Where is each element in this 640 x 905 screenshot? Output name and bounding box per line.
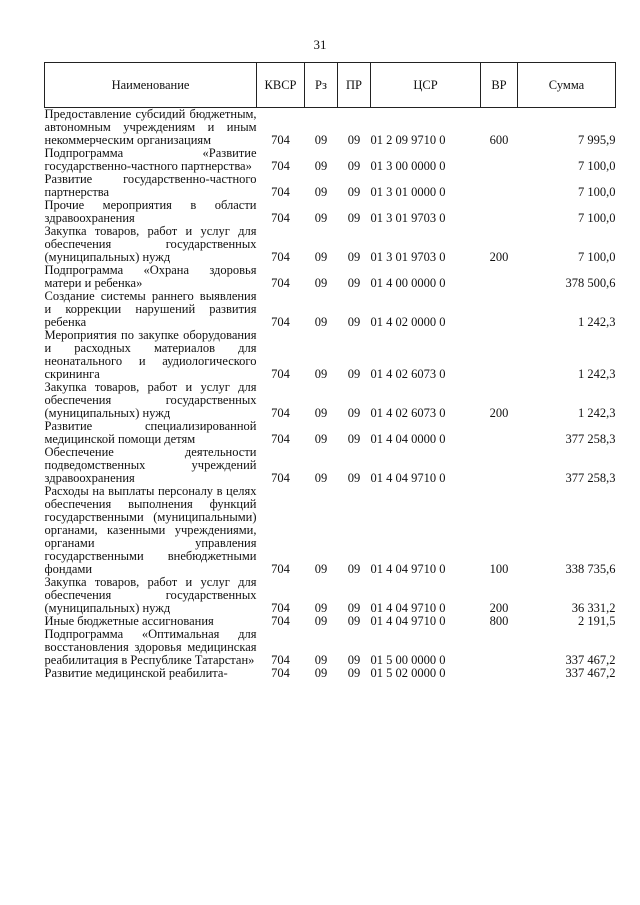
cell-name: Закупка товаров, работ и услуг для обеспечения государственных (муниципальных) нужд [44, 575, 257, 615]
table-row [45, 667, 616, 680]
cell-rz: 09 [314, 471, 328, 485]
cell-csr: 01 4 02 6073 0 [370, 406, 446, 420]
cell-rz: 09 [314, 562, 328, 576]
cell-vr [481, 264, 518, 290]
cell-name: Подпрограмма «Охрана здоровья матери и ребенка» [44, 263, 257, 290]
cell-pr: 09 [347, 601, 361, 615]
table-row [45, 147, 616, 173]
column-header-name: Наименование [45, 63, 257, 108]
cell-rz: 09 [314, 133, 328, 147]
cell-kvsr: 704 [271, 601, 290, 615]
cell-csr: 01 5 02 0000 0 [370, 666, 446, 680]
budget-table [44, 62, 616, 680]
cell-pr: 09 [347, 185, 361, 199]
cell-sum: 338 735,6 [565, 562, 616, 576]
cell-sum: 7 100,0 [578, 211, 616, 225]
cell-csr: 01 4 00 0000 0 [370, 276, 446, 290]
cell-kvsr: 704 [271, 185, 290, 199]
cell-sum: 337 467,2 [565, 666, 616, 680]
cell-vr [481, 147, 518, 173]
cell-pr: 09 [347, 653, 361, 667]
cell-name: Закупка товаров, работ и услуг для обеспечения государственных (муниципальных) нужд [44, 224, 257, 264]
cell-csr: 01 3 00 0000 0 [370, 159, 446, 173]
cell-vr: 800 [489, 614, 509, 628]
cell-name: Расходы на выплаты персоналу в целях обеспечения выполнения функций государственными (муниципальными) органами, казенными учреждениями, органами управления государственными внебюджетными фондами [44, 484, 257, 576]
cell-kvsr: 704 [271, 614, 290, 628]
cell-rz: 09 [314, 315, 328, 329]
cell-kvsr: 704 [271, 133, 290, 147]
cell-sum: 7 100,0 [578, 159, 616, 173]
cell-csr: 01 4 02 6073 0 [370, 367, 446, 381]
cell-csr: 01 3 01 9703 0 [370, 250, 446, 264]
cell-name: Развитие медицинской реабилита- [44, 666, 228, 680]
cell-pr: 09 [347, 250, 361, 264]
cell-pr: 09 [347, 432, 361, 446]
cell-name: Развитие специализированной медицинской помощи детям [44, 419, 257, 446]
cell-pr: 09 [347, 367, 361, 381]
cell-pr: 09 [347, 211, 361, 225]
table-row [45, 381, 616, 420]
cell-rz: 09 [314, 250, 328, 264]
cell-sum: 1 242,3 [578, 406, 616, 420]
cell-sum: 1 242,3 [578, 315, 616, 329]
table-row [45, 420, 616, 446]
cell-vr: 100 [489, 562, 509, 576]
cell-sum: 7 995,9 [578, 133, 616, 147]
table-row [45, 199, 616, 225]
cell-name: Мероприятия по закупке оборудования и расходных материалов для неонатального и аудиологического скрининга [44, 328, 257, 381]
cell-name: Подпрограмма «Развитие государственно-частного партнерства» [44, 146, 257, 173]
table-body [45, 108, 616, 681]
cell-pr: 09 [347, 471, 361, 485]
cell-pr: 09 [347, 614, 361, 628]
cell-csr: 01 5 00 0000 0 [370, 653, 446, 667]
cell-vr: 600 [489, 133, 509, 147]
cell-rz: 09 [314, 159, 328, 173]
cell-vr [481, 420, 518, 446]
cell-sum: 1 242,3 [578, 367, 616, 381]
cell-name: Иные бюджетные ассигнования [44, 614, 214, 628]
cell-sum: 7 100,0 [578, 250, 616, 264]
cell-kvsr: 704 [271, 250, 290, 264]
cell-csr: 01 3 01 0000 0 [370, 185, 446, 199]
page-number: 31 [313, 37, 327, 52]
cell-vr [481, 290, 518, 329]
column-header-csr: ЦСР [371, 63, 481, 108]
cell-pr: 09 [347, 133, 361, 147]
cell-rz: 09 [314, 666, 328, 680]
cell-csr: 01 4 04 9710 0 [370, 614, 446, 628]
cell-sum: 377 258,3 [565, 432, 616, 446]
cell-csr: 01 3 01 9703 0 [370, 211, 446, 225]
cell-name: Обеспечение деятельности подведомственных учреждений здравоохранения [44, 445, 257, 485]
cell-pr: 09 [347, 159, 361, 173]
cell-kvsr: 704 [271, 562, 290, 576]
cell-kvsr: 704 [271, 666, 290, 680]
cell-kvsr: 704 [271, 315, 290, 329]
cell-rz: 09 [314, 211, 328, 225]
column-header-rz: Рз [305, 63, 338, 108]
cell-name: Прочие мероприятия в области здравоохранения [44, 198, 257, 225]
cell-sum: 337 467,2 [565, 653, 616, 667]
cell-vr [481, 173, 518, 199]
cell-csr: 01 4 04 9710 0 [370, 562, 446, 576]
cell-vr [481, 628, 518, 667]
cell-name: Закупка товаров, работ и услуг для обеспечения государственных (муниципальных) нужд [44, 380, 257, 420]
cell-kvsr: 704 [271, 276, 290, 290]
cell-sum: 2 191,5 [578, 614, 616, 628]
cell-vr: 200 [489, 601, 509, 615]
cell-kvsr: 704 [271, 432, 290, 446]
cell-name: Предоставление субсидий бюджетным, автономным учреждениям и иным некоммерческим организациям [44, 107, 257, 147]
cell-rz: 09 [314, 614, 328, 628]
table-row [45, 329, 616, 381]
cell-name: Развитие государственно-частного партнерства [44, 172, 257, 199]
column-header-vr: ВР [481, 63, 518, 108]
table-row [45, 576, 616, 615]
cell-csr: 01 4 04 9710 0 [370, 471, 446, 485]
cell-vr: 200 [489, 406, 509, 420]
column-header-kvsr: КВСР [257, 63, 305, 108]
cell-kvsr: 704 [271, 159, 290, 173]
cell-rz: 09 [314, 185, 328, 199]
table-row [45, 485, 616, 576]
cell-rz: 09 [314, 406, 328, 420]
cell-pr: 09 [347, 315, 361, 329]
cell-csr: 01 4 02 0000 0 [370, 315, 446, 329]
cell-sum: 36 331,2 [571, 601, 616, 615]
cell-rz: 09 [314, 276, 328, 290]
table-row [45, 225, 616, 264]
cell-sum: 378 500,6 [565, 276, 616, 290]
cell-kvsr: 704 [271, 471, 290, 485]
table-row [45, 290, 616, 329]
cell-rz: 09 [314, 601, 328, 615]
cell-csr: 01 4 04 0000 0 [370, 432, 446, 446]
column-header-pr: ПР [338, 63, 371, 108]
cell-kvsr: 704 [271, 367, 290, 381]
cell-kvsr: 704 [271, 406, 290, 420]
cell-kvsr: 704 [271, 211, 290, 225]
table-row [45, 628, 616, 667]
cell-vr: 200 [489, 250, 509, 264]
cell-csr: 01 4 04 9710 0 [370, 601, 446, 615]
column-header-sum: Сумма [518, 63, 616, 108]
cell-vr [481, 667, 518, 680]
table-row [45, 108, 616, 148]
cell-vr [481, 329, 518, 381]
cell-pr: 09 [347, 562, 361, 576]
cell-name: Создание системы раннего выявления и коррекции нарушений развития ребенка [44, 289, 257, 329]
cell-vr [481, 446, 518, 485]
cell-rz: 09 [314, 432, 328, 446]
cell-vr [481, 199, 518, 225]
cell-pr: 09 [347, 276, 361, 290]
cell-name: Подпрограмма «Оптимальная для восстановления здоровья медицинская реабилитация в Республике Татарстан» [44, 627, 257, 667]
cell-csr: 01 2 09 9710 0 [370, 133, 446, 147]
table-row [45, 173, 616, 199]
cell-kvsr: 704 [271, 653, 290, 667]
cell-sum: 377 258,3 [565, 471, 616, 485]
cell-pr: 09 [347, 406, 361, 420]
table-header-row [45, 63, 616, 108]
table-row [45, 264, 616, 290]
cell-sum: 7 100,0 [578, 185, 616, 199]
cell-rz: 09 [314, 367, 328, 381]
cell-rz: 09 [314, 653, 328, 667]
table-row [45, 446, 616, 485]
cell-pr: 09 [347, 666, 361, 680]
